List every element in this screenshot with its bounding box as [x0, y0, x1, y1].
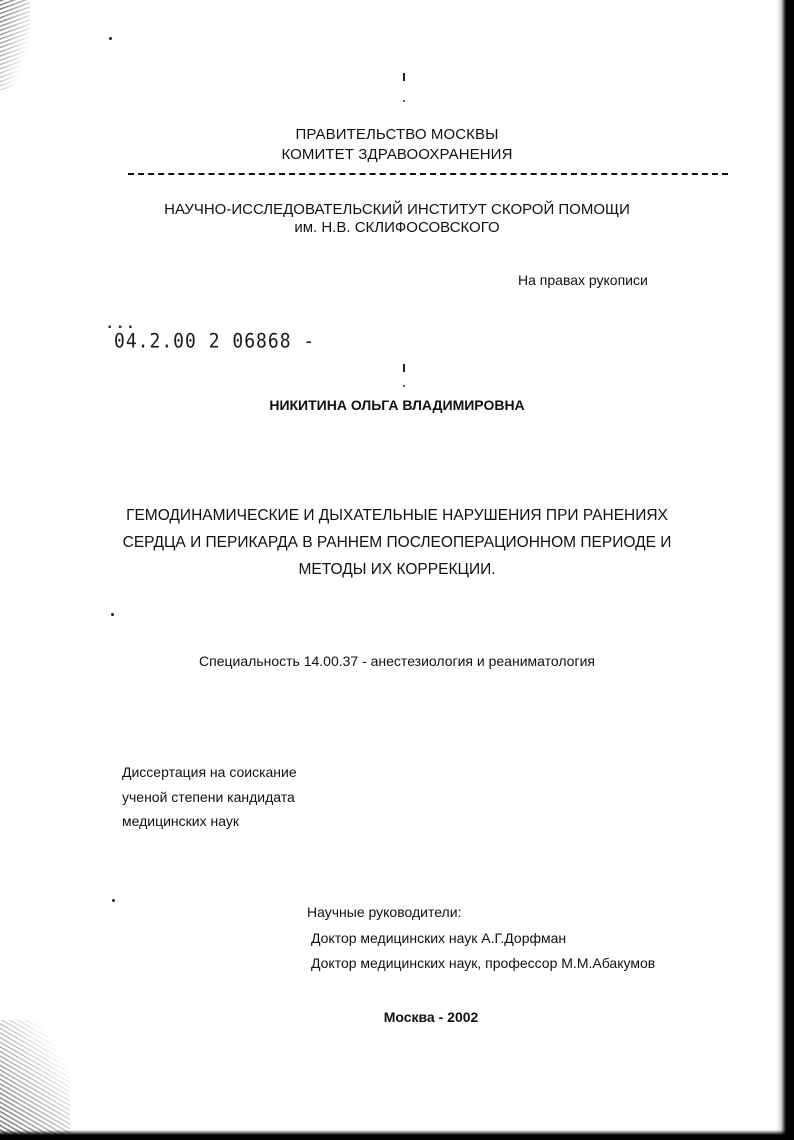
thesis-title-line-2: СЕРДЦА И ПЕРИКАРДА В РАННЕМ ПОСЛЕОПЕРАЦИОННОМ ПЕРИОДЕ И: [122, 534, 672, 551]
scan-border-bottom: [0, 1130, 794, 1140]
scan-noise-bottom-left: [0, 1020, 70, 1140]
city-year: Москва - 2002: [383, 1009, 479, 1025]
archive-stamp-number: 04.2.00 2 06868 -: [114, 330, 316, 354]
scan-speck: [403, 385, 405, 387]
header-divider: [128, 173, 728, 175]
scan-mark: [403, 364, 405, 372]
manuscript-rights-label: На правах рукописи: [518, 272, 648, 288]
supervisor-2: Доктор медицинских наук, профессор М.М.Абакумов: [311, 955, 656, 971]
stamp-marks: ▪ ▪ ▪: [108, 322, 135, 333]
thesis-title-line-3: МЕТОДЫ ИХ КОРРЕКЦИИ.: [298, 561, 496, 578]
supervisor-1: Доктор медицинских наук А.Г.Дорфман: [311, 930, 567, 946]
dissertation-line-2: ученой степени кандидата: [122, 789, 295, 805]
government-header: ПРАВИТЕЛЬСТВО МОСКВЫ: [295, 126, 499, 143]
thesis-title-line-1: ГЕМОДИНАМИЧЕСКИЕ И ДЫХАТЕЛЬНЫЕ НАРУШЕНИЯ ПРИ РАНЕНИЯХ: [126, 507, 668, 524]
author-name: НИКИТИНА ОЛЬГА ВЛАДИМИРОВНА: [269, 397, 525, 413]
scan-speck: [111, 613, 114, 616]
institute-honorific: им. Н.В. СКЛИФОСОВСКОГО: [294, 219, 500, 236]
scan-mark: [403, 73, 405, 81]
institute-name: НАУЧНО-ИССЛЕДОВАТЕЛЬСКИЙ ИНСТИТУТ СКОРОЙ ПОМОЩИ: [164, 201, 630, 218]
dissertation-line-1: Диссертация на соискание: [122, 764, 297, 780]
supervisors-heading: Научные руководители:: [307, 904, 462, 920]
scan-speck: [403, 100, 405, 102]
specialty-line: Специальность 14.00.37 - анестезиология и реаниматология: [199, 653, 595, 669]
scan-speck: [109, 37, 112, 40]
scan-speck: [112, 899, 115, 902]
scan-noise-top-left: [0, 0, 30, 90]
dissertation-line-3: медицинских наук: [122, 813, 239, 829]
committee-header: КОМИТЕТ ЗДРАВООХРАНЕНИЯ: [281, 146, 513, 163]
